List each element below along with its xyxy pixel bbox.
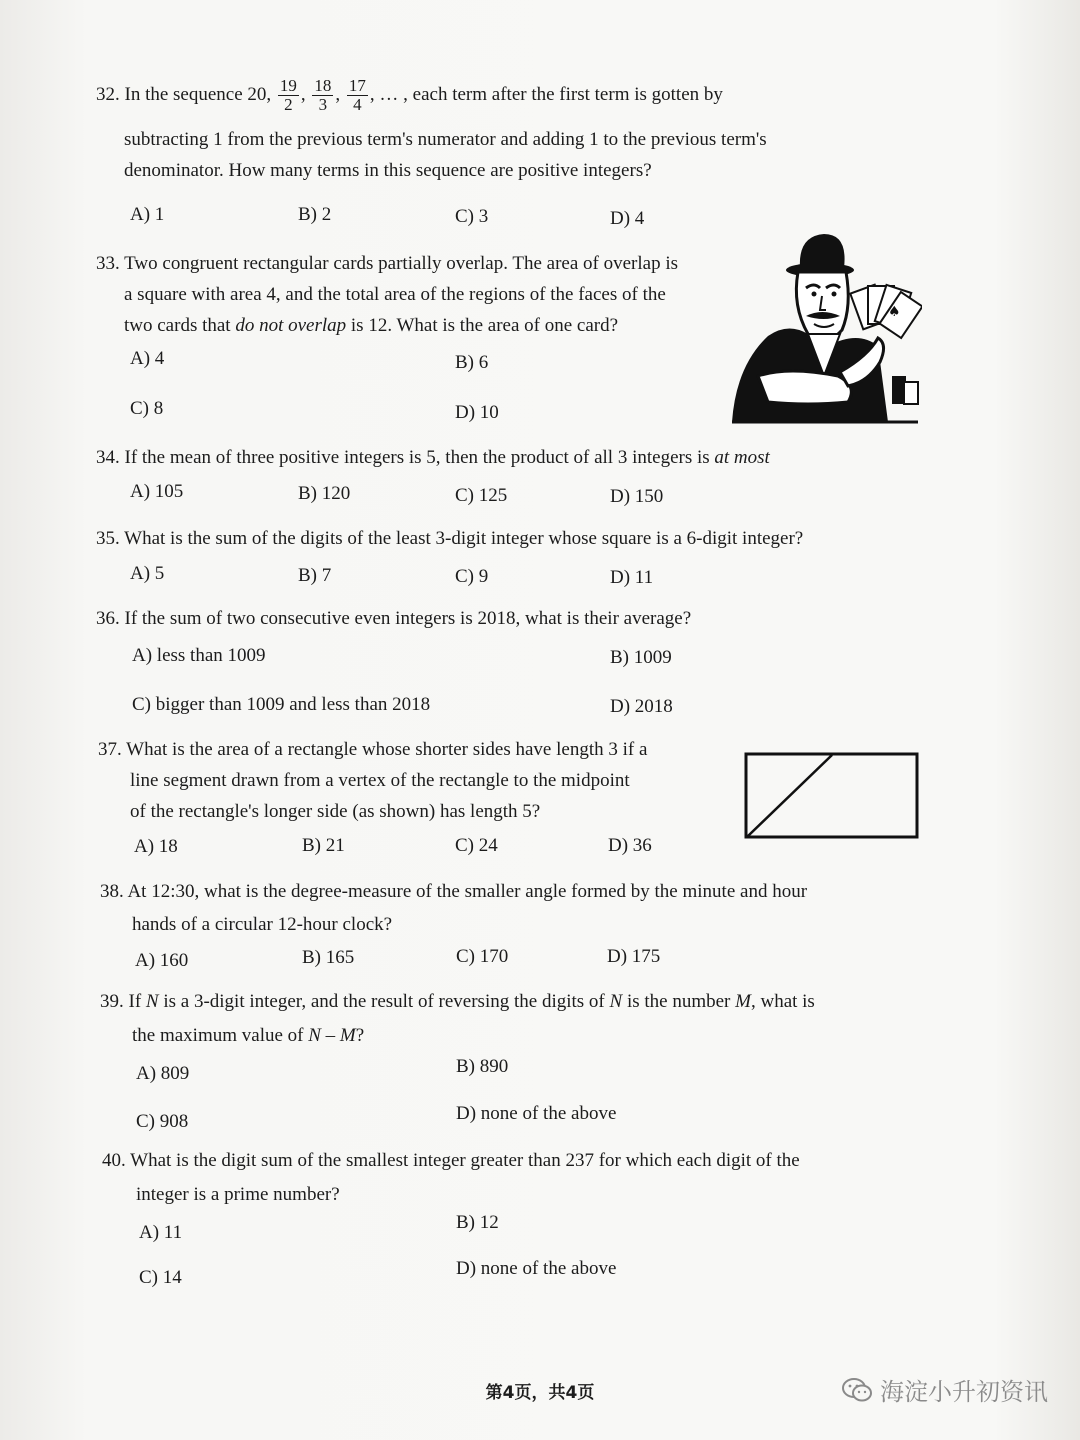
q33-option-a[interactable]: A) 4 [130,348,165,369]
question-40-line-1: 40. What is the digit sum of the smallest integer greater than 237 for which each digit of the [102,1150,800,1171]
q32-option-b[interactable]: B) 2 [298,204,332,225]
question-32-lead: 32. In the sequence 20, [96,84,272,105]
question-32-line-2: subtracting 1 from the previous term's numerator and adding 1 to the previous term's [124,129,767,150]
fraction-18-3: $\frac{18}{3}$ [314,76,332,115]
question-33 [96,248,678,341]
question-34 [96,442,770,473]
q37-option-b[interactable]: B) 21 [302,835,345,856]
question-37-line-2: line segment drawn from a vertex of the rectangle to the midpoint [130,770,630,791]
q33-option-c[interactable]: C) 8 [130,398,164,419]
svg-text:♠: ♠ [888,304,901,320]
question-32-tail: , … , each term after the first term is gotten by [369,84,723,105]
q40-option-a[interactable]: A) 11 [139,1222,183,1243]
page-footer: 第4页，共4页 [485,1383,595,1403]
question-36 [96,603,691,634]
q40-option-b[interactable]: B) 12 [456,1212,499,1233]
q39-option-b[interactable]: B) 890 [456,1056,509,1077]
q36-option-d[interactable]: D) 2018 [610,696,673,717]
q35-option-a[interactable]: A) 5 [130,563,165,584]
watermark [842,1372,1048,1407]
question-38-line-1: 38. At 12:30, what is the degree-measure of the smaller angle formed by the minute and hour [100,881,808,902]
question-36-line-1: 36. If the sum of two consecutive even integers is 2018, what is their average? [96,608,692,629]
q34-option-b[interactable]: B) 120 [298,483,351,504]
q32-option-a[interactable]: A) 1 [130,204,165,225]
fraction-17-4: $\frac{17}{4}$ [348,76,366,115]
q40-option-c[interactable]: C) 14 [139,1267,182,1288]
card-player-illustration [728,226,922,426]
question-32 [96,70,767,186]
question-37-line-1: 37. What is the area of a rectangle whose shorter sides have length 3 if a [98,739,648,760]
question-33-line-2: a square with area 4, and the total area of the regions of the faces of the [124,284,666,305]
q38-option-c[interactable]: C) 170 [456,946,509,967]
q32-option-c[interactable]: C) 3 [455,206,489,227]
q35-option-d[interactable]: D) 11 [610,567,654,588]
q33-option-b[interactable]: B) 6 [455,352,489,373]
question-33-line-3: two cards that do not overlap is 12. What is the area of one card? [124,315,619,336]
q36-option-a[interactable]: A) less than 1009 [132,645,266,666]
question-39 [100,986,815,1051]
q38-option-d[interactable]: D) 175 [607,946,661,967]
question-38 [100,876,807,940]
question-38-line-2: hands of a circular 12-hour clock? [132,914,393,935]
q39-option-d[interactable]: D) none of the above [456,1103,617,1124]
q38-option-a[interactable]: A) 160 [135,950,189,971]
q32-option-d[interactable]: D) 4 [610,208,645,229]
q34-option-a[interactable]: A) 105 [130,481,184,502]
question-34-line-1: 34. If the mean of three positive integers is 5, then the product of all 3 integers is at most [96,447,770,468]
q37-option-d[interactable]: D) 36 [608,835,652,856]
question-33-line-1: 33. Two congruent rectangular cards partially overlap. The area of overlap is [96,253,678,274]
q37-option-a[interactable]: A) 18 [134,836,178,857]
watermark-text: 海淀小升初资讯 [880,1378,1048,1406]
q35-option-b[interactable]: B) 7 [298,565,332,586]
question-39-line-2: the maximum value of N – M? [132,1025,365,1046]
q39-option-c[interactable]: C) 908 [136,1111,189,1132]
wechat-icon [842,1377,872,1403]
question-40-line-2: integer is a prime number? [136,1184,340,1205]
q36-option-c[interactable]: C) bigger than 1009 and less than 2018 [132,694,431,715]
question-37 [98,734,647,827]
q34-option-c[interactable]: C) 125 [455,485,508,506]
question-35-line-1: 35. What is the sum of the digits of the least 3-digit integer whose square is a 6-digit integer? [96,528,804,549]
rectangle-diagram [744,752,920,840]
q37-option-c[interactable]: C) 24 [455,835,498,856]
question-40 [102,1145,800,1210]
question-32-line-3: denominator. How many terms in this sequence are positive integers? [124,160,652,181]
q34-option-d[interactable]: D) 150 [610,486,664,507]
q40-option-d[interactable]: D) none of the above [456,1258,617,1279]
question-37-line-3: of the rectangle's longer side (as shown) has length 5? [130,801,541,822]
fraction-19-2: $\frac{19}{2}$ [279,76,297,115]
q35-option-c[interactable]: C) 9 [455,566,489,587]
q39-option-a[interactable]: A) 809 [136,1063,190,1084]
question-35 [96,523,803,554]
q33-option-d[interactable]: D) 10 [455,402,499,423]
q38-option-b[interactable]: B) 165 [302,947,355,968]
q36-option-b[interactable]: B) 1009 [610,647,672,668]
question-32-line-1: 32. In the sequence 20, $\frac{19}{2}$ , $\frac{18}{3}$ , $\frac{17}{4}$ , … , each term after the first term is gotten by [96,76,723,115]
question-39-line-1: 39. If N is a 3-digit integer, and the result of reversing the digits of N is the number M, what is [100,991,815,1012]
